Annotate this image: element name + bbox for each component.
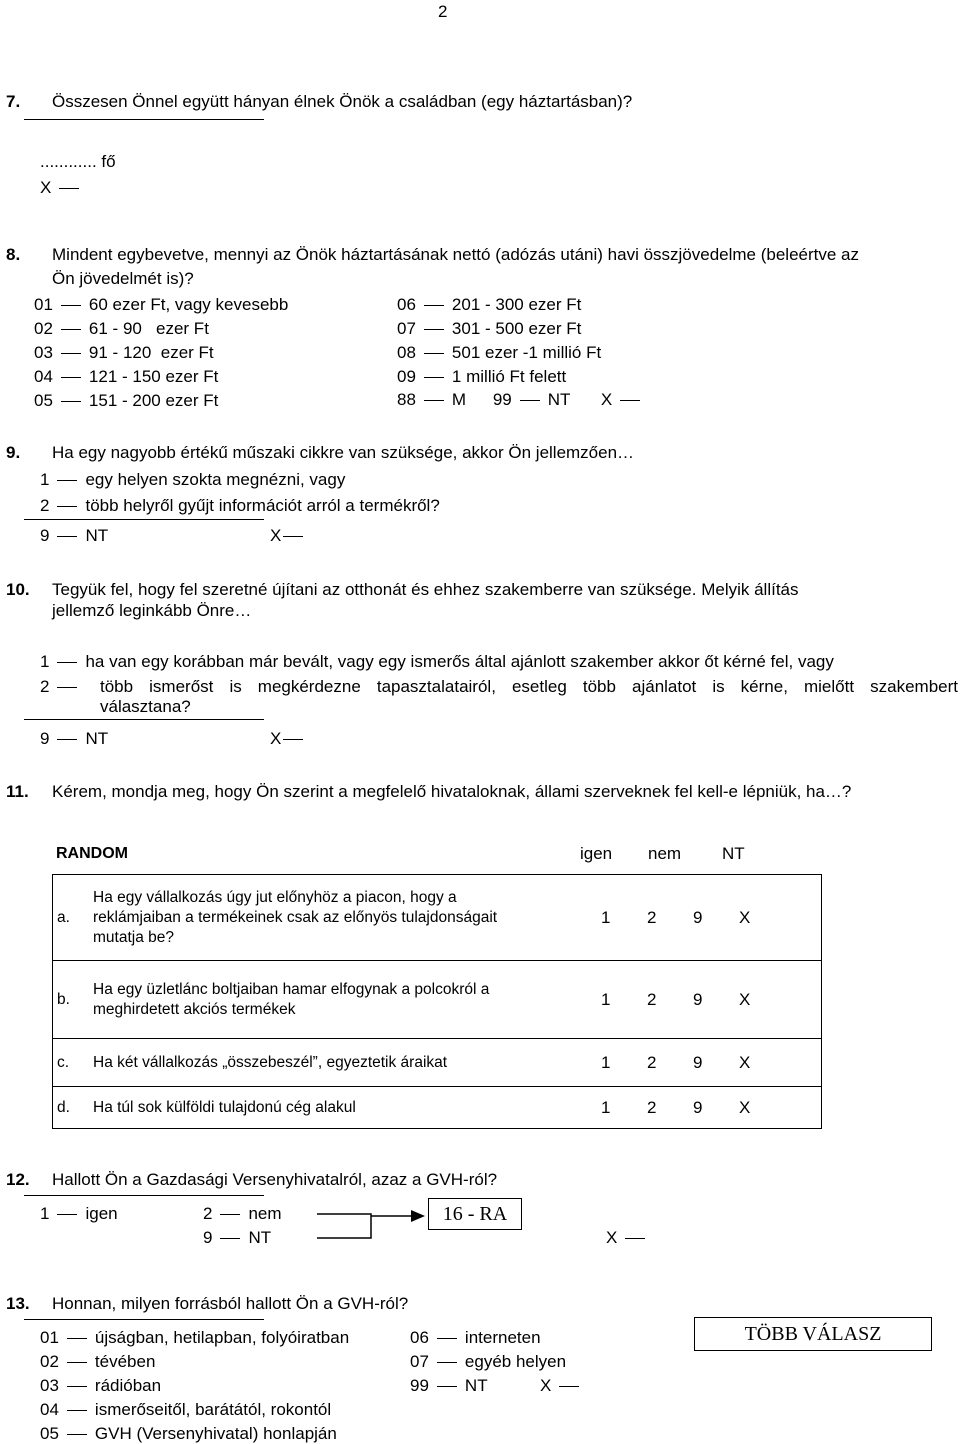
option-item[interactable] [40,1328,349,1348]
label: 301 - 500 ezer Ft [451,319,582,338]
row-text-line: reklámjaiban a termékeinek csak az előnyös tulajdonságait [93,908,498,926]
q9-option-2[interactable] [40,496,440,516]
dash [559,1386,579,1387]
code-igen[interactable]: 1 [601,1052,611,1072]
label: újságban, hetilapban, folyóiratban [94,1328,350,1347]
dash [620,400,640,401]
dash [67,1386,87,1387]
dash [437,1386,457,1387]
row-text-line: Ha túl sok külföldi tulajdonú cég alakul [93,1098,356,1116]
dash [57,687,77,688]
code: 01 [34,295,53,314]
row-letter: d. [53,1087,94,1129]
dash [220,1238,240,1239]
x-code: X [40,178,52,197]
label: interneten [464,1328,541,1347]
q11-text: Kérem, mondja meg, hogy Ön szerint a megfelelő hivataloknak, állami szerveknek fel kell-e lépniük, ha…? [52,782,852,801]
code: 2 [40,496,50,515]
option-item[interactable] [40,1424,337,1444]
q8-number: 8. [6,245,21,264]
label: M [451,390,467,409]
label: egyéb helyen [464,1352,567,1371]
code: 07 [410,1352,429,1371]
code-x[interactable]: X [739,989,751,1009]
q12-underline [24,1195,264,1196]
code: 9 [40,729,50,748]
code-x[interactable]: X [739,907,751,927]
q13-x-option[interactable] [540,1376,587,1396]
q11-col-nem: nem [648,844,682,863]
option-item[interactable] [34,319,209,339]
dash [61,377,81,378]
code: 1 [40,1204,50,1223]
code: 06 [397,295,416,314]
label: NT [464,1376,488,1395]
q10-underline [24,719,264,720]
code-nt[interactable]: 9 [693,989,703,1009]
q12-text: Hallott Ön a Gazdasági Versenyhivatalról, azaz a GVH-ról? [52,1170,498,1189]
q13-number: 13. [6,1294,30,1313]
code-igen[interactable]: 1 [601,989,611,1009]
label: nem [248,1204,282,1223]
label: 201 - 300 ezer Ft [451,295,582,314]
row-text-line: Ha két vállalkozás „összebeszél”, egyeztetik áraikat [93,1053,448,1071]
label: NT [85,526,109,545]
dash [220,1214,240,1215]
code: 07 [397,319,416,338]
q7-number: 7. [6,92,21,111]
option-item[interactable] [397,295,581,315]
q12-goto-box: 16 - RA [428,1198,522,1230]
code-igen[interactable]: 1 [601,1097,611,1117]
dash [424,305,444,306]
table-row [53,1039,822,1087]
code: 2 [203,1204,213,1223]
x-code: X [600,390,613,409]
dash [61,401,81,402]
code: 99 [410,1376,429,1395]
code-igen[interactable]: 1 [601,907,611,927]
code-nt[interactable]: 9 [693,1052,703,1072]
row-letter: c. [53,1039,94,1087]
q9-nt-option[interactable] [40,526,108,546]
label: 60 ezer Ft, vagy kevesebb [88,295,289,314]
row-answer-codes[interactable] [589,1087,822,1129]
dash [61,353,81,354]
q11-random-label: RANDOM [56,845,128,862]
code: 08 [397,343,416,362]
code: 88 [397,390,416,409]
q13-multi-answer-box: TÖBB VÁLASZ [694,1317,932,1351]
q7-text: Összesen Önnel együtt hányan élnek Önök a családban (egy háztartásban)? [52,92,633,111]
dash [283,739,303,740]
row-text [93,1039,589,1087]
q11-table [52,874,822,1129]
dash [437,1362,457,1363]
q10-number: 10. [6,580,30,599]
x-code: X [540,1376,552,1395]
q10-text-line2: jellemző leginkább Önre… [52,601,252,620]
code: 01 [40,1328,59,1347]
label: 91 - 120 ezer Ft [88,343,214,362]
option-item[interactable] [40,1400,331,1420]
code: 06 [410,1328,429,1347]
code: 2 [40,677,50,696]
dash [424,329,444,330]
code: 04 [40,1400,59,1419]
option-item[interactable] [34,295,288,315]
arrow-icon [315,1204,430,1244]
dash [57,536,77,537]
q10-option-2-label-line2: választana? [100,697,191,716]
row-answer-codes[interactable] [589,1039,822,1087]
label: 61 - 90 ezer Ft [88,319,209,338]
q9-x-option[interactable] [270,526,311,546]
q11-number: 11. [6,782,29,801]
row-text-line: meghirdetett akciós termékek [93,1000,296,1018]
label: igen [85,1204,118,1223]
code: 9 [40,526,50,545]
code: 1 [40,470,50,489]
label: NT [547,390,571,409]
option-item[interactable] [40,1352,155,1372]
q10-option-1[interactable] [40,652,834,672]
x-code: X [606,1228,618,1247]
row-text-line: mutatja be? [93,928,174,946]
q12-option-nem[interactable] [203,1204,282,1224]
dash [57,506,77,507]
dash [67,1434,87,1435]
dash [61,305,81,306]
option-item[interactable] [397,343,601,363]
label: 121 - 150 ezer Ft [88,367,219,386]
q8-text-line1: Mindent egybevetve, mennyi az Önök háztartásának nettó (adózás utáni) havi összjövedelme (beleértve az [52,245,860,264]
dash [283,536,303,537]
q9-option-1[interactable] [40,470,345,490]
code-x[interactable]: X [739,1052,751,1072]
q10-option-2-label-line1: több ismerőst is megkérdezne tapasztalatairól, esetleg több ajánlatot is kérne, mielőtt szakembert [100,677,958,696]
dash [61,329,81,330]
dash [424,377,444,378]
row-answer-codes[interactable] [589,875,822,961]
row-text [93,875,589,961]
option-item[interactable] [34,367,218,387]
code: 03 [34,343,53,362]
dash [57,480,77,481]
dash [59,188,79,189]
row-letter: a. [53,875,94,961]
label: NT [85,729,109,748]
code-nem[interactable]: 2 [647,907,657,927]
dash [67,1362,87,1363]
row-text [93,1087,589,1129]
q13-underline [24,1319,264,1320]
dash [57,1214,77,1215]
dash [57,662,77,663]
dash [437,1338,457,1339]
dash [625,1238,645,1239]
q9-text: Ha egy nagyobb értékű műszaki cikkre van szüksége, akkor Ön jellemzően… [52,443,635,462]
dash [67,1338,87,1339]
code: 05 [34,391,53,410]
row-answer-codes[interactable] [589,961,822,1039]
code: 9 [203,1228,213,1247]
label: tévében [94,1352,156,1371]
dash [424,400,444,401]
label: rádióban [94,1376,162,1395]
q13-text: Honnan, milyen forrásból hallott Ön a GVH-ról? [52,1294,409,1313]
row-text-line: Ha egy vállalkozás úgy jut előnyhöz a piacon, hogy a [93,888,457,906]
row-letter: b. [53,961,94,1039]
code: 1 [40,652,50,671]
x-code: X [270,526,282,545]
q12-option-nt[interactable] [203,1228,271,1248]
q11-col-igen: igen [580,844,613,863]
dash [57,739,77,740]
code: 02 [34,319,53,338]
q10-x-option[interactable] [270,729,311,749]
label: GVH (Versenyhivatal) honlapján [94,1424,337,1443]
label: 501 ezer -1 millió Ft [451,343,602,362]
option-item[interactable] [410,1376,488,1396]
code: 02 [40,1352,59,1371]
table-row [53,1087,822,1129]
code-nem[interactable]: 2 [647,1052,657,1072]
code-nem[interactable]: 2 [647,1097,657,1117]
q9-number: 9. [6,443,21,462]
q11-col-nt: NT [722,844,745,863]
code: 99 [492,390,512,409]
q12-number: 12. [6,1170,30,1189]
option-item[interactable] [410,1352,566,1372]
q7-x-option[interactable] [40,178,87,198]
row-text-line: Ha egy üzletlánc boltjaiban hamar elfogynak a polcokról a [93,980,490,998]
dash [67,1410,87,1411]
code: 09 [397,367,416,386]
table-row [53,875,822,961]
q10-nt-option[interactable] [40,729,108,749]
q9-underline [24,519,264,520]
label: 151 - 200 ezer Ft [88,391,219,410]
q12-option-igen[interactable] [40,1204,118,1224]
dash [520,400,540,401]
label: ismerőseitől, barátától, rokontól [94,1400,332,1419]
code: 04 [34,367,53,386]
label: egy helyen szokta megnézni, vagy [85,470,346,489]
option-item[interactable] [34,343,214,363]
table-row [53,961,822,1039]
q7-underline [24,119,264,120]
code: 03 [40,1376,59,1395]
option-item[interactable] [397,367,566,387]
x-code: X [270,729,282,748]
label: több helyről gyűjt információt arról a termékről? [85,496,440,515]
label: NT [248,1228,272,1247]
option-item[interactable] [40,1376,161,1396]
option-item[interactable] [397,319,581,339]
code-nem[interactable]: 2 [647,989,657,1009]
q10-text-line1: Tegyük fel, hogy fel szeretné újítani az otthonát és ehhez szakemberre van szüksége. Melyik állítás [52,580,799,599]
code-nt[interactable]: 9 [693,907,703,927]
row-text [93,961,589,1039]
code-x[interactable]: X [739,1097,751,1117]
dash [424,353,444,354]
code-nt[interactable]: 9 [693,1097,703,1117]
q7-answer-field[interactable]: ............ fő [40,152,116,171]
option-item[interactable] [34,391,218,411]
label: 1 millió Ft felett [451,367,567,386]
code: 05 [40,1424,59,1443]
option-item[interactable] [410,1328,541,1348]
q12-x-option[interactable] [606,1228,653,1248]
q8-last-row[interactable] [397,390,648,410]
q8-text-line2: Ön jövedelmét is)? [52,269,194,288]
label: ha van egy korábban már bevált, vagy egy ismerős által ajánlott szakember akkor őt kérné fel, vagy [85,652,834,671]
page-number: 2 [438,2,448,21]
